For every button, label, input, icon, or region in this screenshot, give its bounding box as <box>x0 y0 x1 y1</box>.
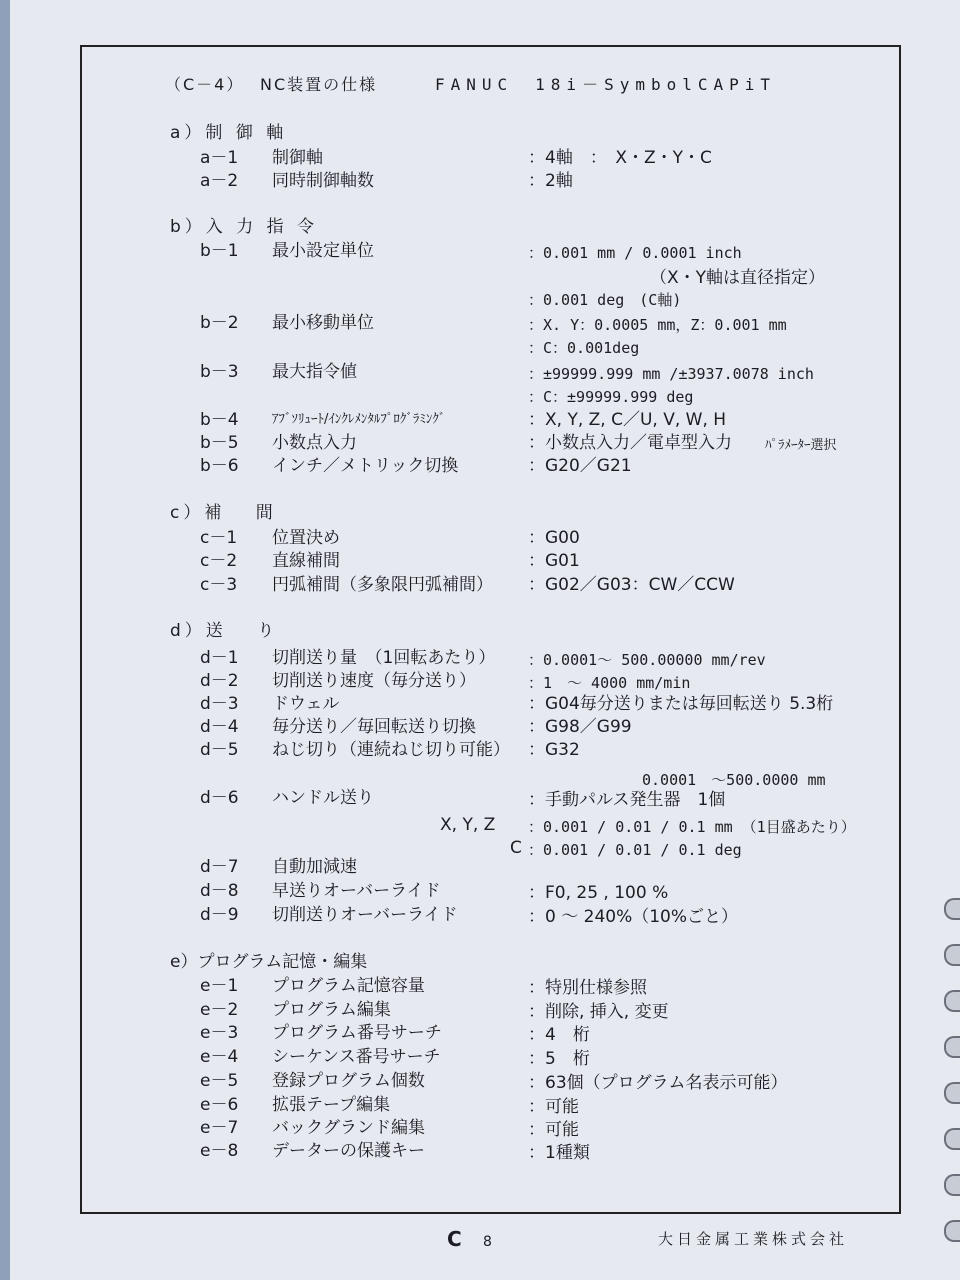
item-value: ：G01 <box>528 551 580 571</box>
binding-ring <box>944 1036 960 1058</box>
item-id: b－6 <box>200 456 239 476</box>
binding-ring <box>944 1220 960 1242</box>
item-id: d－8 <box>200 881 239 901</box>
item-id: c－1 <box>200 528 238 548</box>
section-d-title: d）送 り <box>170 621 279 641</box>
item-id: b－4 <box>200 410 239 430</box>
footer-page-number: 8 <box>483 1234 492 1250</box>
item-value: ：2軸 <box>528 171 573 191</box>
item-label: 切削送り速度（毎分送り） <box>272 671 476 691</box>
item-label: 最小設定単位 <box>272 241 374 261</box>
item-value: ：4 桁 <box>528 1025 590 1045</box>
binding-ring <box>944 944 960 966</box>
item-label: 位置決め <box>272 528 340 548</box>
item-label: 切削送りオーバーライド <box>272 905 458 925</box>
item-value: ：±99999.999 mm /±3937.0078 inch <box>528 365 814 383</box>
item-label: シーケンス番号サーチ <box>272 1047 441 1067</box>
item-value: ：G04毎分送りまたは毎回転送り 5.3桁 <box>528 694 834 714</box>
item-id: d－2 <box>200 671 239 691</box>
item-id: a－2 <box>200 171 239 191</box>
item-id: e－4 <box>200 1047 239 1067</box>
item-id: e－3 <box>200 1023 239 1043</box>
item-label: 毎分送り／毎回転送り切換 <box>272 717 476 737</box>
footer-company-name: 大日金属工業株式会社 <box>658 1230 849 1248</box>
item-id: a－1 <box>200 148 239 168</box>
item-value: ：F0, 25 , 100 % <box>528 883 669 903</box>
item-label: 同時制御軸数 <box>272 171 374 191</box>
document-page <box>10 0 960 1280</box>
binding-ring <box>944 898 960 920</box>
binding-ring <box>944 1128 960 1150</box>
item-label: データーの保護キー <box>272 1141 425 1161</box>
item-value: ：小数点入力／電卓型入力 <box>528 433 732 453</box>
item-id: e－6 <box>200 1095 239 1115</box>
item-label: 登録プログラム個数 <box>272 1071 425 1091</box>
item-id: d－4 <box>200 717 239 737</box>
item-id: e－2 <box>200 1000 239 1020</box>
item-value: ：G00 <box>528 528 580 548</box>
item-value: ：0 ～ 240%（10%ごと） <box>528 907 739 927</box>
item-id: e－5 <box>200 1071 239 1091</box>
item-value-extra: ：C：0.001deg <box>528 339 640 357</box>
item-label: プログラム記憶容量 <box>272 976 425 996</box>
item-label: 小数点入力 <box>272 433 357 453</box>
item-id: e－8 <box>200 1141 239 1161</box>
item-note: ﾊﾟﾗﾒｰﾀｰ選択 <box>765 438 837 453</box>
item-value: ：1 ～ 4000 mm/min <box>528 674 691 692</box>
item-value-extra: ：0.001 deg (C軸) <box>528 291 682 309</box>
section-c-title: c）補 間 <box>170 503 277 523</box>
item-id: b－1 <box>200 241 239 261</box>
model-name: FANUC 18i－SymbolCAPiT <box>435 75 777 94</box>
item-id: d－9 <box>200 905 239 925</box>
item-label: ねじ切り（連続ねじ切り可能） <box>272 740 510 760</box>
item-id: d－5 <box>200 740 239 760</box>
item-label: 直線補間 <box>272 551 340 571</box>
item-value: ：0.001 mm / 0.0001 inch <box>528 244 742 262</box>
item-sub-prefix: X, Y, Z <box>440 815 496 835</box>
item-id: d－1 <box>200 648 239 668</box>
item-id: c－3 <box>200 575 238 595</box>
item-value: ：可能 <box>528 1097 579 1117</box>
item-label: ドウェル <box>272 694 340 714</box>
item-value: ：可能 <box>528 1120 579 1140</box>
item-label: 拡張テープ編集 <box>272 1095 391 1115</box>
item-id: e－7 <box>200 1118 239 1138</box>
section-e-title: e）プログラム記憶・編集 <box>170 952 368 972</box>
item-id: d－6 <box>200 788 239 808</box>
item-value: ：5 桁 <box>528 1049 590 1069</box>
item-value: ：G98／G99 <box>528 717 632 737</box>
binding-ring <box>944 990 960 1012</box>
section-a-title: a）制 御 軸 <box>170 123 288 143</box>
item-id: c－2 <box>200 551 238 571</box>
binding-ring <box>944 1082 960 1104</box>
item-value: ：1種類 <box>528 1143 590 1163</box>
item-label: 円弧補間（多象限円弧補間） <box>272 575 493 595</box>
item-label: バックグランド編集 <box>272 1118 425 1138</box>
item-id: b－5 <box>200 433 239 453</box>
item-value-extra: ：C：±99999.999 deg <box>528 388 694 406</box>
item-value: ：手動パルス発生器 1個 <box>528 790 726 810</box>
item-label: プログラム番号サーチ <box>272 1023 442 1043</box>
item-label: 制御軸 <box>272 148 323 168</box>
item-id: d－7 <box>200 857 239 877</box>
item-id: e－1 <box>200 976 239 996</box>
item-label: 自動加減速 <box>272 857 357 877</box>
item-id: d－3 <box>200 694 239 714</box>
binding-ring <box>944 1174 960 1196</box>
item-value-extra: 0.0001 ～500.0000 mm <box>642 771 826 789</box>
item-value: ：4軸 ： X・Z・Y・C <box>528 148 712 168</box>
item-value: ：0.0001～ 500.00000 mm/rev <box>528 651 766 669</box>
item-label: ハンドル送り <box>272 788 374 808</box>
item-sub-value: ：0.001 / 0.01 / 0.1 deg <box>528 841 742 859</box>
item-value: ：G20／G21 <box>528 456 632 476</box>
item-value: ：X. Y：0.0005 mm，Z：0.001 mm <box>528 316 787 334</box>
item-id: b－2 <box>200 313 239 333</box>
item-id: b－3 <box>200 362 239 382</box>
item-label: 最小移動単位 <box>272 313 374 333</box>
item-label: プログラム編集 <box>272 1000 391 1020</box>
item-label: インチ／メトリック切換 <box>272 456 459 476</box>
section-code: （C－4） <box>165 75 245 94</box>
item-value: ：63個（プログラム名表示可能） <box>528 1073 788 1093</box>
item-value: ：特別仕様参照 <box>528 978 647 998</box>
item-label: ｱﾌﾞｿﾘｭｰﾄ/ｲﾝｸﾚﾒﾝﾀﾙﾌﾟﾛｸﾞﾗﾐﾝｸﾞ <box>272 412 446 427</box>
section-b-title: b）入 力 指 令 <box>170 217 319 237</box>
item-value: ：X, Y, Z, C／U, V, W, H <box>528 410 727 430</box>
item-label: 最大指令値 <box>272 362 357 382</box>
item-value: ：G02／G03：CW／CCW <box>528 575 735 595</box>
page-title: NC装置の仕様 <box>260 75 378 94</box>
footer-section-letter: C <box>447 1227 462 1251</box>
item-sub-value: ：0.001 / 0.01 / 0.1 mm （1目盛あたり） <box>528 818 856 836</box>
item-label: 切削送り量 （1回転あたり） <box>272 648 496 668</box>
item-sub-prefix: C <box>510 838 522 858</box>
item-value-note: （X・Y軸は直径指定） <box>650 268 826 288</box>
item-value: ：G32 <box>528 740 580 760</box>
item-label: 早送りオーバーライド <box>272 881 441 901</box>
item-value: ：削除, 挿入, 変更 <box>528 1002 669 1022</box>
